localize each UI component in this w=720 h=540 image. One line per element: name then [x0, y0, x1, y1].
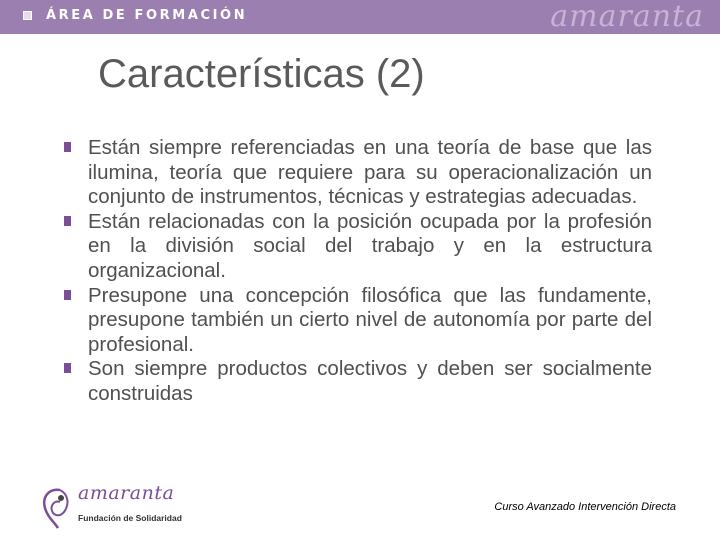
- section-label: ÁREA DE FORMACIÓN: [46, 8, 248, 23]
- bullet-item: [64, 210, 652, 284]
- footer-logo: [40, 482, 190, 530]
- bullet-text: Están relacionadas con la posición ocupada por la profesión en la división social del trabajo y en la estructura organizacional.: [88, 209, 652, 282]
- bullet-item: [64, 357, 652, 406]
- bullet-list: [64, 136, 652, 407]
- logo-name: amaranta: [78, 482, 175, 504]
- profile-logo-icon: [40, 486, 74, 530]
- square-bullet-icon: [64, 363, 71, 373]
- square-bullet-icon: [64, 216, 71, 226]
- slide-title: Características (2): [98, 52, 425, 96]
- header-bar: [0, 0, 720, 34]
- square-bullet-icon: [64, 290, 71, 300]
- square-bullet-icon: [64, 142, 71, 152]
- header-brand-logo: amaranta: [550, 0, 704, 34]
- bullet-item: [64, 284, 652, 358]
- course-name: Curso Avanzado Intervención Directa: [494, 501, 676, 513]
- bullet-text: Están siempre referenciadas en una teoría de base que las ilumina, teoría que requiere para su operacionalización un conjunto de instrumentos, técnicas y estrategias adecuadas.: [88, 136, 652, 209]
- logo-subtitle: Fundación de Solidaridad: [78, 513, 182, 523]
- bullet-text: Presupone una concepción filosófica que las fundamente, presupone también un cierto nivel de autonomía por parte del profesional.: [88, 283, 652, 356]
- square-icon: [23, 11, 32, 20]
- bullet-item: [64, 136, 652, 210]
- bullet-text: Son siempre productos colectivos y deben ser socialmente construidas: [88, 357, 652, 405]
